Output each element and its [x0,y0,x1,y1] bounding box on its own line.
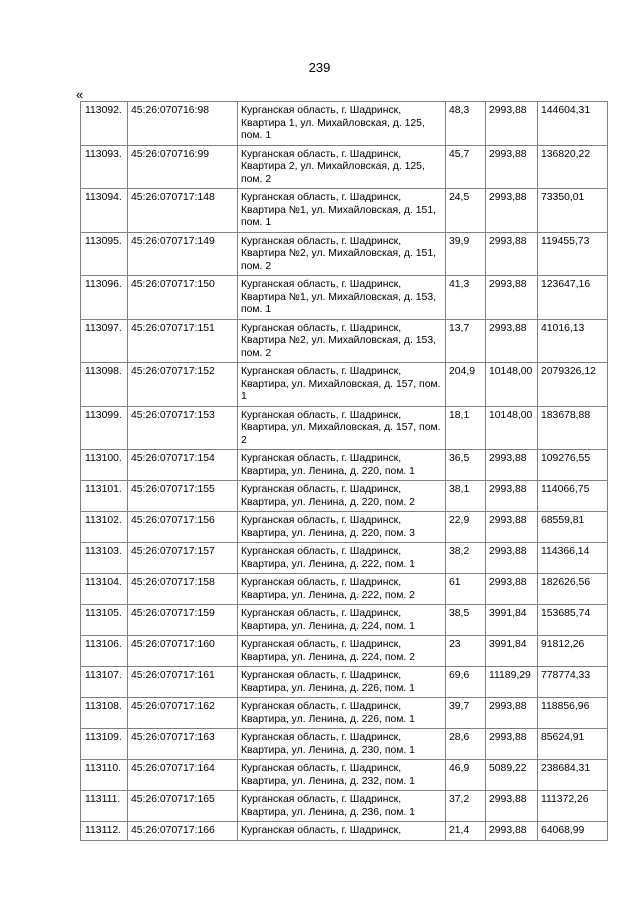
cadastral-number-cell: 45:26:070717:162 [128,698,238,729]
row-number-cell: 113099. [81,406,128,450]
cadastral-number-cell: 45:26:070717:161 [128,667,238,698]
area-cell: 28,6 [446,729,486,760]
table-row [81,636,608,667]
cadastral-value-cell: 41016,13 [538,319,608,363]
address-cell: Курганская область, г. Шадринск, Квартира, ул. Ленина, д. 222, пом. 1 [238,543,446,574]
cadastral-value-cell: 64068,99 [538,822,608,841]
cadastral-rate-cell: 2993,88 [486,450,538,481]
row-number-cell: 113094. [81,189,128,233]
address-cell: Курганская область, г. Шадринск, Квартира, ул. Ленина, д. 224, пом. 2 [238,636,446,667]
address-cell: Курганская область, г. Шадринск, Квартира, ул. Ленина, д. 232, пом. 1 [238,760,446,791]
cadastral-number-cell: 45:26:070717:165 [128,791,238,822]
cadastral-value-cell: 238684,31 [538,760,608,791]
cadastral-value-cell: 118856,96 [538,698,608,729]
cadastral-rate-cell: 3991,84 [486,636,538,667]
area-cell: 38,2 [446,543,486,574]
row-number-cell: 113095. [81,232,128,276]
cadastral-rate-cell: 2993,88 [486,822,538,841]
cadastral-value-cell: 119455,73 [538,232,608,276]
page-number: 239 [308,60,331,75]
cadastral-number-cell: 45:26:070717:166 [128,822,238,841]
cadastral-rate-cell: 2993,88 [486,276,538,320]
row-number-cell: 113100. [81,450,128,481]
cadastral-number-cell: 45:26:070717:152 [128,363,238,407]
cadastral-value-cell: 73350,01 [538,189,608,233]
area-cell: 38,5 [446,605,486,636]
row-number-cell: 113111. [81,791,128,822]
cadastral-value-cell: 91812,26 [538,636,608,667]
cadastral-number-cell: 45:26:070717:154 [128,450,238,481]
table-row [81,605,608,636]
cadastral-rate-cell: 2993,88 [486,145,538,189]
cadastral-number-cell: 45:26:070717:160 [128,636,238,667]
cadastral-number-cell: 45:26:070716:99 [128,145,238,189]
row-number-cell: 113104. [81,574,128,605]
table-row [81,406,608,450]
table-row [81,698,608,729]
row-number-cell: 113102. [81,512,128,543]
address-cell: Курганская область, г. Шадринск, Квартира, ул. Ленина, д. 224, пом. 1 [238,605,446,636]
address-cell: Курганская область, г. Шадринск, Квартира 1, ул. Михайловская, д. 125, пом. 1 [238,102,446,146]
cadastral-value-cell: 114366,14 [538,543,608,574]
table-row [81,760,608,791]
cadastral-value-cell: 111372,26 [538,791,608,822]
area-cell: 18,1 [446,406,486,450]
cadastral-rate-cell: 10148,00 [486,363,538,407]
cadastral-number-cell: 45:26:070716:98 [128,102,238,146]
address-cell: Курганская область, г. Шадринск, Квартира, ул. Ленина, д. 226, пом. 1 [238,698,446,729]
row-number-cell: 113106. [81,636,128,667]
cadastral-rate-cell: 2993,88 [486,512,538,543]
table-row [81,822,608,841]
cadastral-value-cell: 182626,56 [538,574,608,605]
row-number-cell: 113105. [81,605,128,636]
table-row [81,363,608,407]
address-cell: Курганская область, г. Шадринск, Квартира, ул. Ленина, д. 220, пом. 2 [238,481,446,512]
address-cell: Курганская область, г. Шадринск, Квартира №1, ул. Михайловская, д. 151, пом. 1 [238,189,446,233]
area-cell: 13,7 [446,319,486,363]
table-row [81,319,608,363]
cadastral-value-cell: 85624,91 [538,729,608,760]
row-number-cell: 113103. [81,543,128,574]
cadastral-rate-cell: 2993,88 [486,481,538,512]
table-row [81,574,608,605]
area-cell: 23 [446,636,486,667]
cadastral-number-cell: 45:26:070717:158 [128,574,238,605]
address-cell: Курганская область, г. Шадринск, Квартира, ул. Ленина, д. 226, пом. 1 [238,667,446,698]
cadastral-value-cell: 183678,88 [538,406,608,450]
cadastral-number-cell: 45:26:070717:159 [128,605,238,636]
cadastral-value-cell: 123647,16 [538,276,608,320]
cadastral-value-cell: 153685,74 [538,605,608,636]
cadastral-rate-cell: 11189,29 [486,667,538,698]
cadastral-rate-cell: 3991,84 [486,605,538,636]
address-cell: Курганская область, г. Шадринск, Квартира, ул. Ленина, д. 220, пом. 1 [238,450,446,481]
cadastral-rate-cell: 2993,88 [486,791,538,822]
area-cell: 41,3 [446,276,486,320]
cadastral-value-cell: 109276,55 [538,450,608,481]
area-cell: 36,5 [446,450,486,481]
cadastral-value-cell: 114066,75 [538,481,608,512]
cadastral-number-cell: 45:26:070717:164 [128,760,238,791]
cadastral-rate-cell: 10148,00 [486,406,538,450]
cadastral-value-cell: 2079326,12 [538,363,608,407]
area-cell: 48,3 [446,102,486,146]
table-row [81,512,608,543]
address-cell: Курганская область, г. Шадринск, Квартира 2, ул. Михайловская, д. 125, пом. 2 [238,145,446,189]
area-cell: 22,9 [446,512,486,543]
table-row [81,791,608,822]
table-row [81,729,608,760]
area-cell: 45,7 [446,145,486,189]
cadastral-number-cell: 45:26:070717:148 [128,189,238,233]
cadastral-rate-cell: 2993,88 [486,698,538,729]
row-number-cell: 113096. [81,276,128,320]
cadastral-rate-cell: 2993,88 [486,319,538,363]
address-cell: Курганская область, г. Шадринск, Квартира, ул. Ленина, д. 222, пом. 2 [238,574,446,605]
address-cell: Курганская область, г. Шадринск, Квартира, ул. Ленина, д. 236, пом. 1 [238,791,446,822]
cadastral-number-cell: 45:26:070717:151 [128,319,238,363]
table-row [81,667,608,698]
cadastral-number-cell: 45:26:070717:155 [128,481,238,512]
row-number-cell: 113109. [81,729,128,760]
address-cell: Курганская область, г. Шадринск, [238,822,446,841]
row-number-cell: 113110. [81,760,128,791]
table-row [81,145,608,189]
table-row [81,450,608,481]
cadastral-number-cell: 45:26:070717:157 [128,543,238,574]
address-cell: Курганская область, г. Шадринск, Квартира №1, ул. Михайловская, д. 153, пом. 1 [238,276,446,320]
cadastral-value-cell: 144604,31 [538,102,608,146]
cadastral-rate-cell: 2993,88 [486,574,538,605]
cadastral-value-cell: 136820,22 [538,145,608,189]
area-cell: 24,5 [446,189,486,233]
address-cell: Курганская область, г. Шадринск, Квартира, ул. Ленина, д. 230, пом. 1 [238,729,446,760]
area-cell: 37,2 [446,791,486,822]
table-row [81,189,608,233]
row-number-cell: 113098. [81,363,128,407]
address-cell: Курганская область, г. Шадринск, Квартира, ул. Ленина, д. 220, пом. 3 [238,512,446,543]
row-number-cell: 113093. [81,145,128,189]
area-cell: 204,9 [446,363,486,407]
cadastral-number-cell: 45:26:070717:150 [128,276,238,320]
cadastral-number-cell: 45:26:070717:149 [128,232,238,276]
row-number-cell: 113092. [81,102,128,146]
cadastral-rate-cell: 5089,22 [486,760,538,791]
cadastral-value-cell: 778774,33 [538,667,608,698]
table-row [81,481,608,512]
area-cell: 39,9 [446,232,486,276]
address-cell: Курганская область, г. Шадринск, Квартира №2, ул. Михайловская, д. 151, пом. 2 [238,232,446,276]
opening-quote-mark: « [76,87,84,102]
table-row [81,232,608,276]
area-cell: 61 [446,574,486,605]
area-cell: 38,1 [446,481,486,512]
area-cell: 69,6 [446,667,486,698]
row-number-cell: 113112. [81,822,128,841]
row-number-cell: 113108. [81,698,128,729]
address-cell: Курганская область, г. Шадринск, Квартира №2, ул. Михайловская, д. 153, пом. 2 [238,319,446,363]
row-number-cell: 113097. [81,319,128,363]
cadastral-number-cell: 45:26:070717:153 [128,406,238,450]
property-registry-table [80,101,608,841]
cadastral-number-cell: 45:26:070717:163 [128,729,238,760]
area-cell: 39,7 [446,698,486,729]
table-row [81,102,608,146]
table-row [81,276,608,320]
cadastral-rate-cell: 2993,88 [486,232,538,276]
cadastral-rate-cell: 2993,88 [486,189,538,233]
row-number-cell: 113101. [81,481,128,512]
area-cell: 21,4 [446,822,486,841]
table-row [81,543,608,574]
address-cell: Курганская область, г. Шадринск, Квартира, ул. Михайловская, д. 157, пом. 1 [238,363,446,407]
address-cell: Курганская область, г. Шадринск, Квартира, ул. Михайловская, д. 157, пом. 2 [238,406,446,450]
cadastral-rate-cell: 2993,88 [486,102,538,146]
cadastral-value-cell: 68559,81 [538,512,608,543]
cadastral-number-cell: 45:26:070717:156 [128,512,238,543]
table-body [81,102,608,841]
row-number-cell: 113107. [81,667,128,698]
area-cell: 46,9 [446,760,486,791]
cadastral-rate-cell: 2993,88 [486,543,538,574]
cadastral-rate-cell: 2993,88 [486,729,538,760]
